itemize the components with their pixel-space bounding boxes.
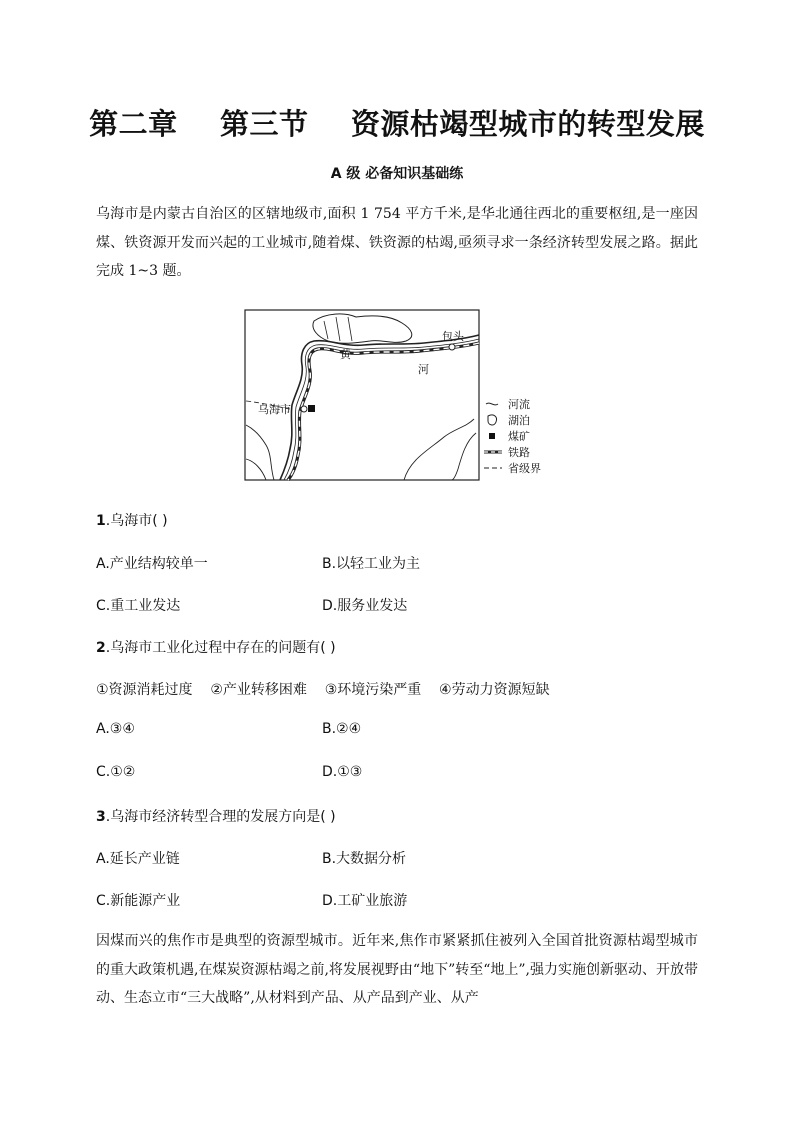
q2-option-b[interactable]: B.②④ — [322, 721, 362, 737]
wuhai-label: 乌海市 — [258, 403, 291, 416]
legend-lake-label: 湖泊 — [508, 414, 530, 427]
wuhai-marker — [301, 406, 307, 412]
q2-statements: ①资源消耗过度 ②产业转移困难 ③环境污染严重 ④劳动力资源短缺 — [96, 682, 550, 698]
legend-river-icon — [486, 403, 498, 405]
baotou-label: 包头 — [442, 330, 464, 343]
q3-option-b[interactable]: B.大数据分析 — [322, 851, 407, 867]
baotou-marker — [449, 344, 455, 350]
legend-coal-label: 煤矿 — [508, 430, 530, 443]
intro-paragraph-1: 乌海市是内蒙古自治区的区辖地级市,面积 1 754 平方千米,是华北通往西北的重要枢纽,是一座因煤、铁资源开发而兴起的工业城市,随着煤、铁资源的枯竭,亟须寻求一条经济转型发展之路。据此完成 1~3 题。 — [96, 206, 698, 279]
railway — [288, 343, 479, 480]
question-1-stem — [96, 510, 168, 530]
intro-paragraph-2: 因煤而兴的焦作市是典型的资源型城市。近年来,焦作市紧紧抓住被列入全国首批资源枯竭型城市的重大政策机遇,在煤炭资源枯竭之前,将发展视野由“地下”转至“地上”,强力实施创新驱动、开放带动、生态立市“三大战略”,从材料到产品、从产品到产业、从产 — [96, 933, 698, 1006]
question-3-number: 3 — [96, 809, 106, 825]
question-3-text: .乌海市经济转型合理的发展方向是( ) — [105, 809, 336, 825]
legend-lake-icon — [488, 415, 497, 425]
q1-option-d[interactable]: D.服务业发达 — [322, 598, 408, 614]
question-1-number: 1 — [96, 513, 106, 529]
question-2-text: .乌海市工业化过程中存在的问题有( ) — [105, 640, 336, 656]
section-subtitle: A 级 必备知识基础练 — [330, 166, 464, 182]
legend-boundary-label: 省级界 — [508, 462, 541, 475]
q3-option-a[interactable]: A.延长产业链 — [96, 851, 180, 867]
map-legend — [484, 397, 541, 475]
question-2-stem — [96, 637, 336, 657]
legend-river-label: 河流 — [508, 398, 530, 411]
question-2-number: 2 — [96, 640, 106, 656]
q3-option-d[interactable]: D.工矿业旅游 — [322, 893, 408, 909]
q3-option-c[interactable]: C.新能源产业 — [96, 893, 181, 909]
q1-option-a[interactable]: A.产业结构较单一 — [96, 556, 208, 572]
legend-coal-icon — [489, 433, 495, 439]
map-figure — [244, 309, 556, 482]
river-label-he: 河 — [418, 363, 429, 376]
coal-mine-marker — [308, 405, 315, 412]
q2-option-d[interactable]: D.①③ — [322, 764, 363, 780]
question-1-text: .乌海市( ) — [105, 513, 168, 529]
q2-option-c[interactable]: C.①② — [96, 764, 136, 780]
river-label-huang: 黄 — [340, 348, 351, 361]
page-title: 第二章 第三节 资源枯竭型城市的转型发展 — [89, 107, 705, 141]
q1-option-b[interactable]: B.以轻工业为主 — [322, 556, 421, 572]
q1-option-c[interactable]: C.重工业发达 — [96, 598, 181, 614]
question-3-stem — [96, 806, 336, 826]
q2-option-a[interactable]: A.③④ — [96, 721, 135, 737]
legend-railway-label: 铁路 — [508, 446, 530, 459]
